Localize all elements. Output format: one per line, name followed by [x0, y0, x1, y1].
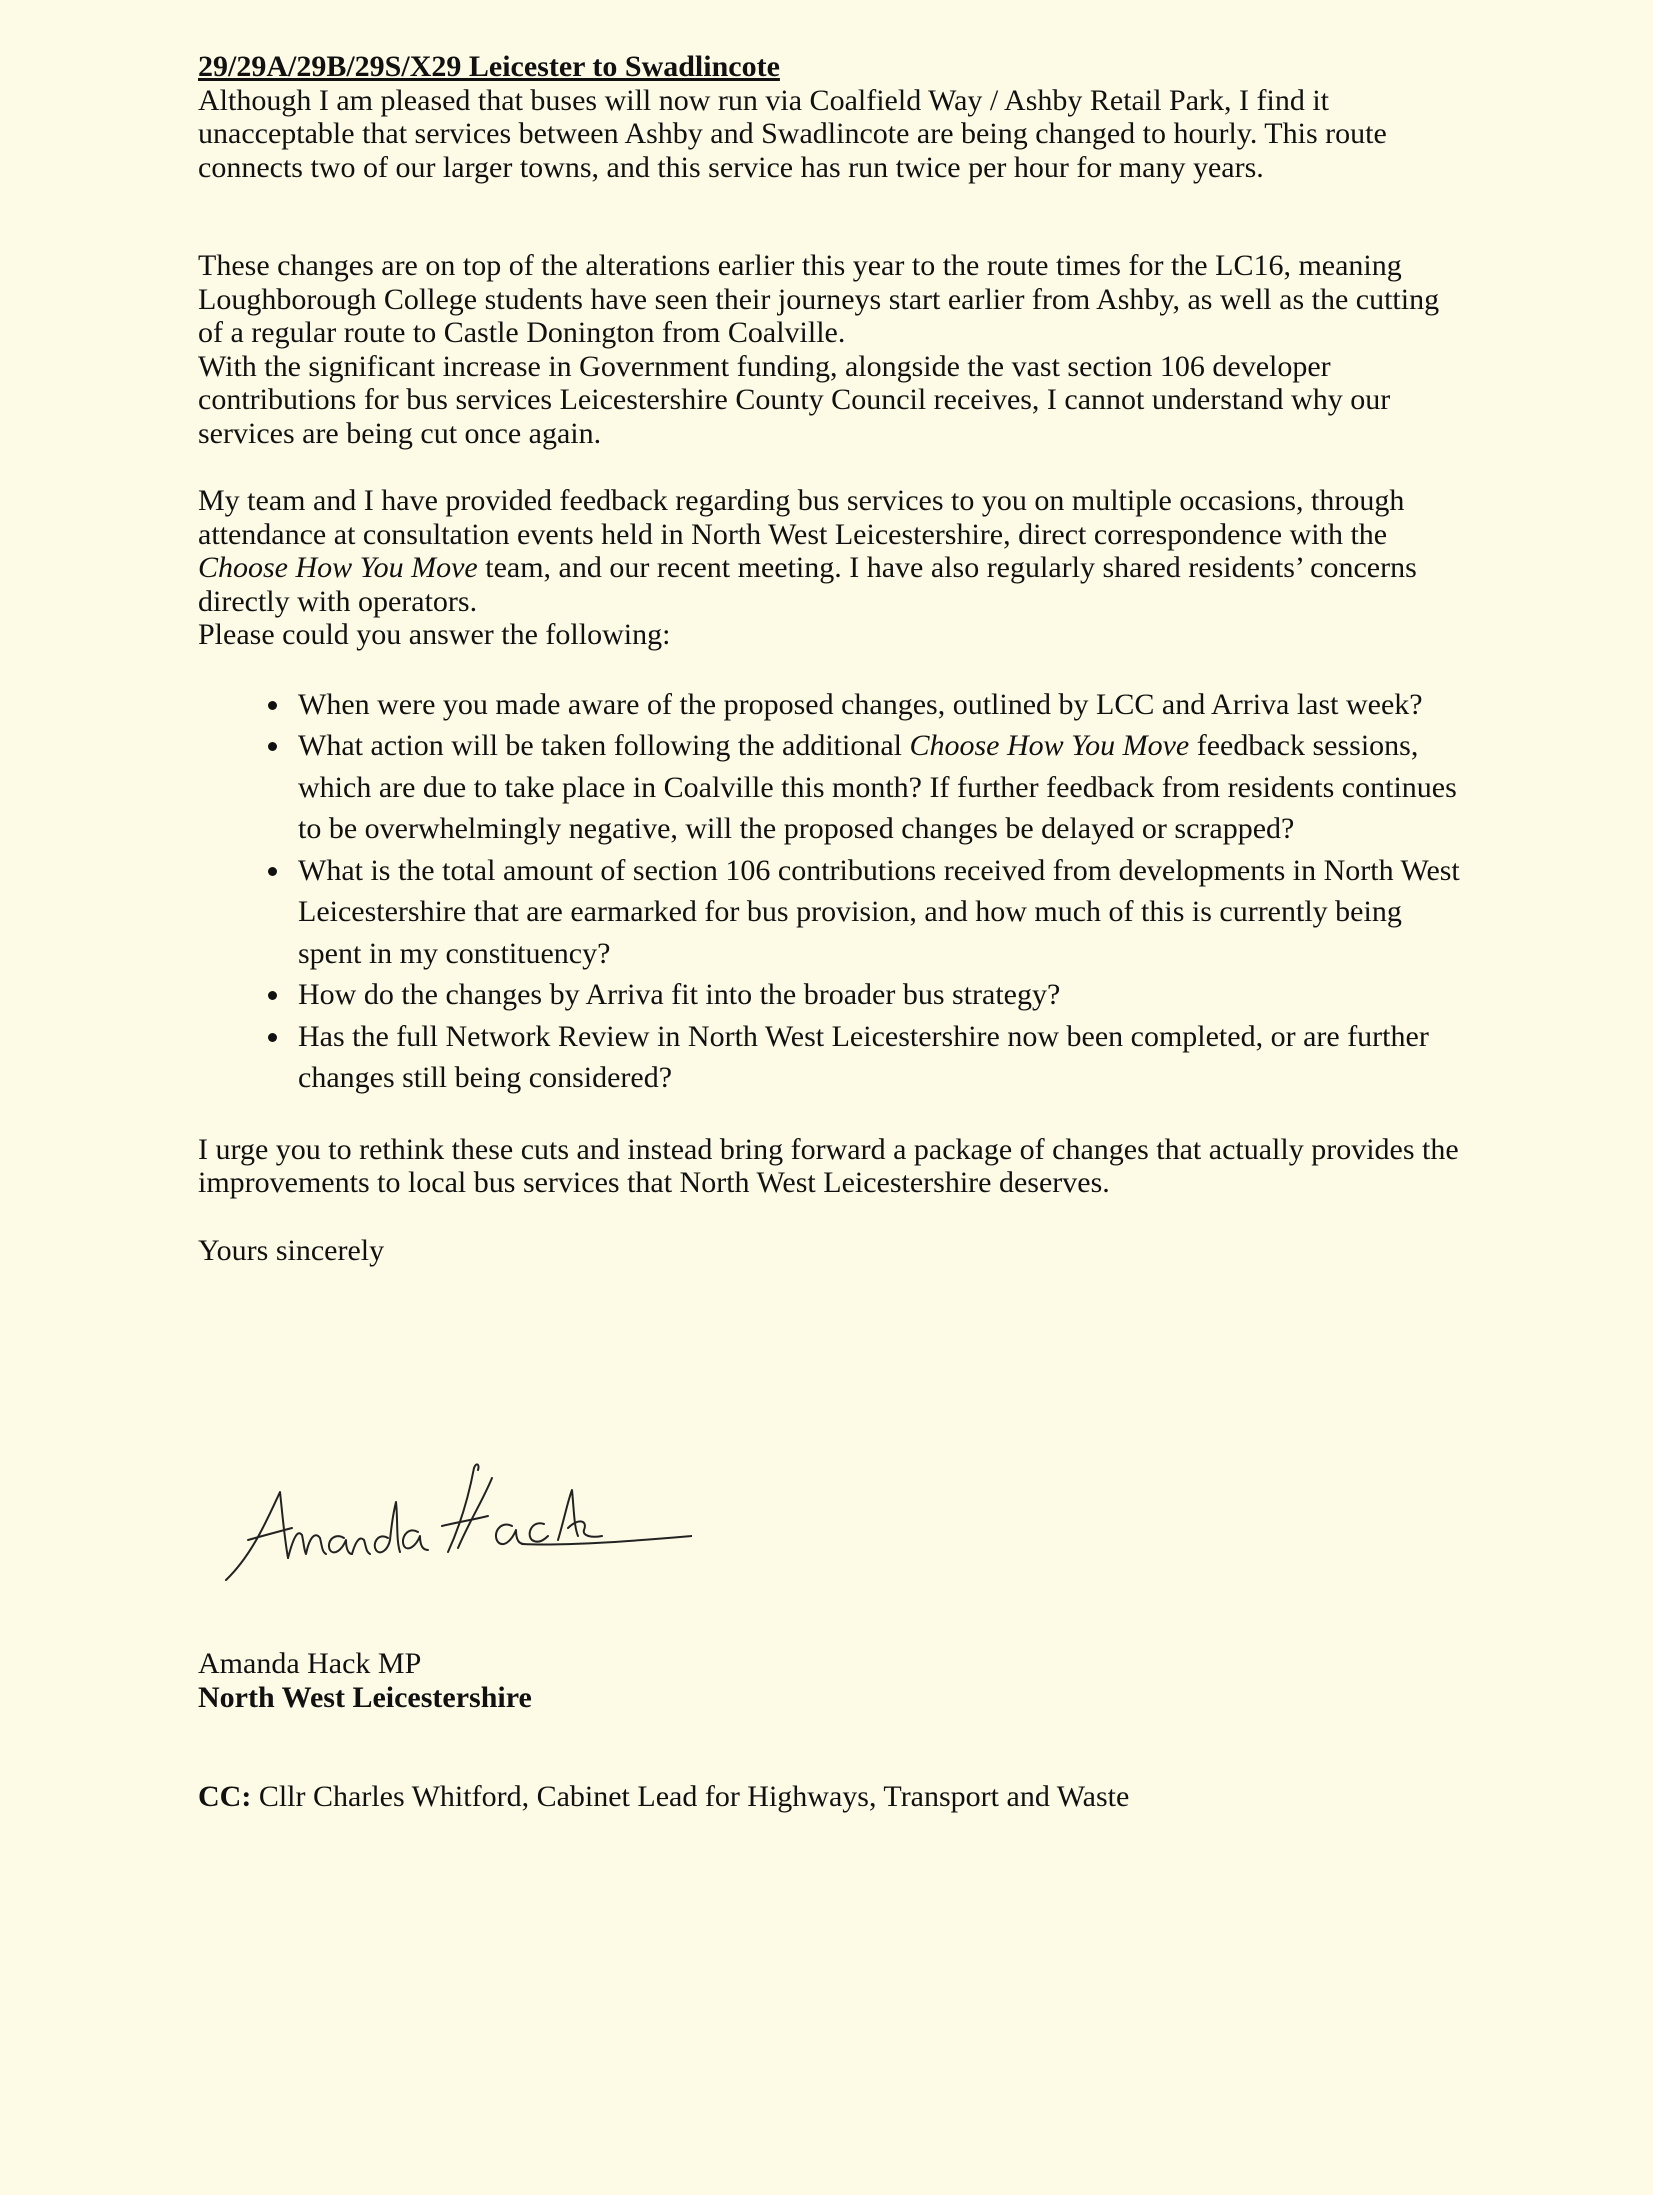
cc-label: CC: — [198, 1780, 252, 1813]
letter-body — [198, 50, 1468, 1267]
valediction: Yours sincerely — [198, 1233, 385, 1267]
question-part: feedback sessions, which are due to take place in Coalville this month? If further feedback from residents continues to be overwhelmingly negative, will the proposed changes be delayed or scrapped? — [298, 729, 1457, 845]
question-part: What action will be taken following the additional — [298, 729, 910, 762]
signature-drawing — [222, 1440, 692, 1590]
paragraph-funding: With the significant increase in Government funding, alongside the vast section 106 developer contributions for bus services Leicestershire County Council receives, I cannot understand why our services are being cut once again. — [198, 349, 1391, 450]
paragraph-feedback-part2: team, and our recent meeting. I have also regularly shared residents’ concerns directly with operators. — [198, 551, 1417, 618]
cc-recipient: Cllr Charles Whitford, Cabinet Lead for Highways, Transport and Waste — [251, 1780, 1130, 1813]
cc-line — [198, 1780, 1129, 1814]
question-italic: Choose How You Move — [909, 729, 1190, 762]
paragraph-feedback-part1: My team and I have provided feedback regarding bus services to you on multiple occasions, through attendance at consultation events held in North West Leicestershire, direct correspondence with the — [198, 484, 1405, 551]
signatory-constituency: North West Leicestershire — [198, 1680, 532, 1714]
question-item: When were you made aware of the proposed changes, outlined by LCC and Arriva last week? — [298, 684, 1468, 726]
question-item: Has the full Network Review in North West Leicestershire now been completed, or are further changes still being considered? — [298, 1016, 1468, 1099]
paragraph-feedback — [198, 484, 1468, 618]
question-item: How do the changes by Arriva fit into the broader bus strategy? — [298, 974, 1468, 1016]
questions-list — [198, 684, 1468, 1099]
paragraph-intro: Although I am pleased that buses will now run via Coalfield Way / Ashby Retail Park, I find it unacceptable that services between Ashby and Swadlincote are being changed to hourly. This route connects two of our larger towns, and this service has run twice per hour for many years. — [198, 83, 1387, 184]
signatory-block — [198, 1647, 532, 1714]
questions-prompt: Please could you answer the following: — [198, 618, 671, 651]
signatory-name: Amanda Hack MP — [198, 1647, 422, 1680]
closing-paragraph: I urge you to rethink these cuts and instead bring forward a package of changes that actually provides the improvements to local bus services that North West Leicestershire deserves. — [198, 1132, 1459, 1199]
route-heading: 29/29A/29B/29S/X29 Leicester to Swadlincote — [198, 50, 780, 83]
question-item: What is the total amount of section 106 contributions received from developments in North West Leicestershire that are earmarked for bus provision, and how much of this is currently being spent in my constituency? — [298, 850, 1468, 975]
paragraph-changes: These changes are on top of the alterations earlier this year to the route times for the LC16, meaning Loughborough College students have seen their journeys start earlier from Ashby, as well as the cutting of a regular route to Castle Donington from Coalville. — [198, 249, 1440, 349]
question-item — [298, 725, 1468, 850]
paragraph-feedback-italic: Choose How You Move — [198, 551, 478, 584]
handwritten-signature — [222, 1440, 692, 1590]
